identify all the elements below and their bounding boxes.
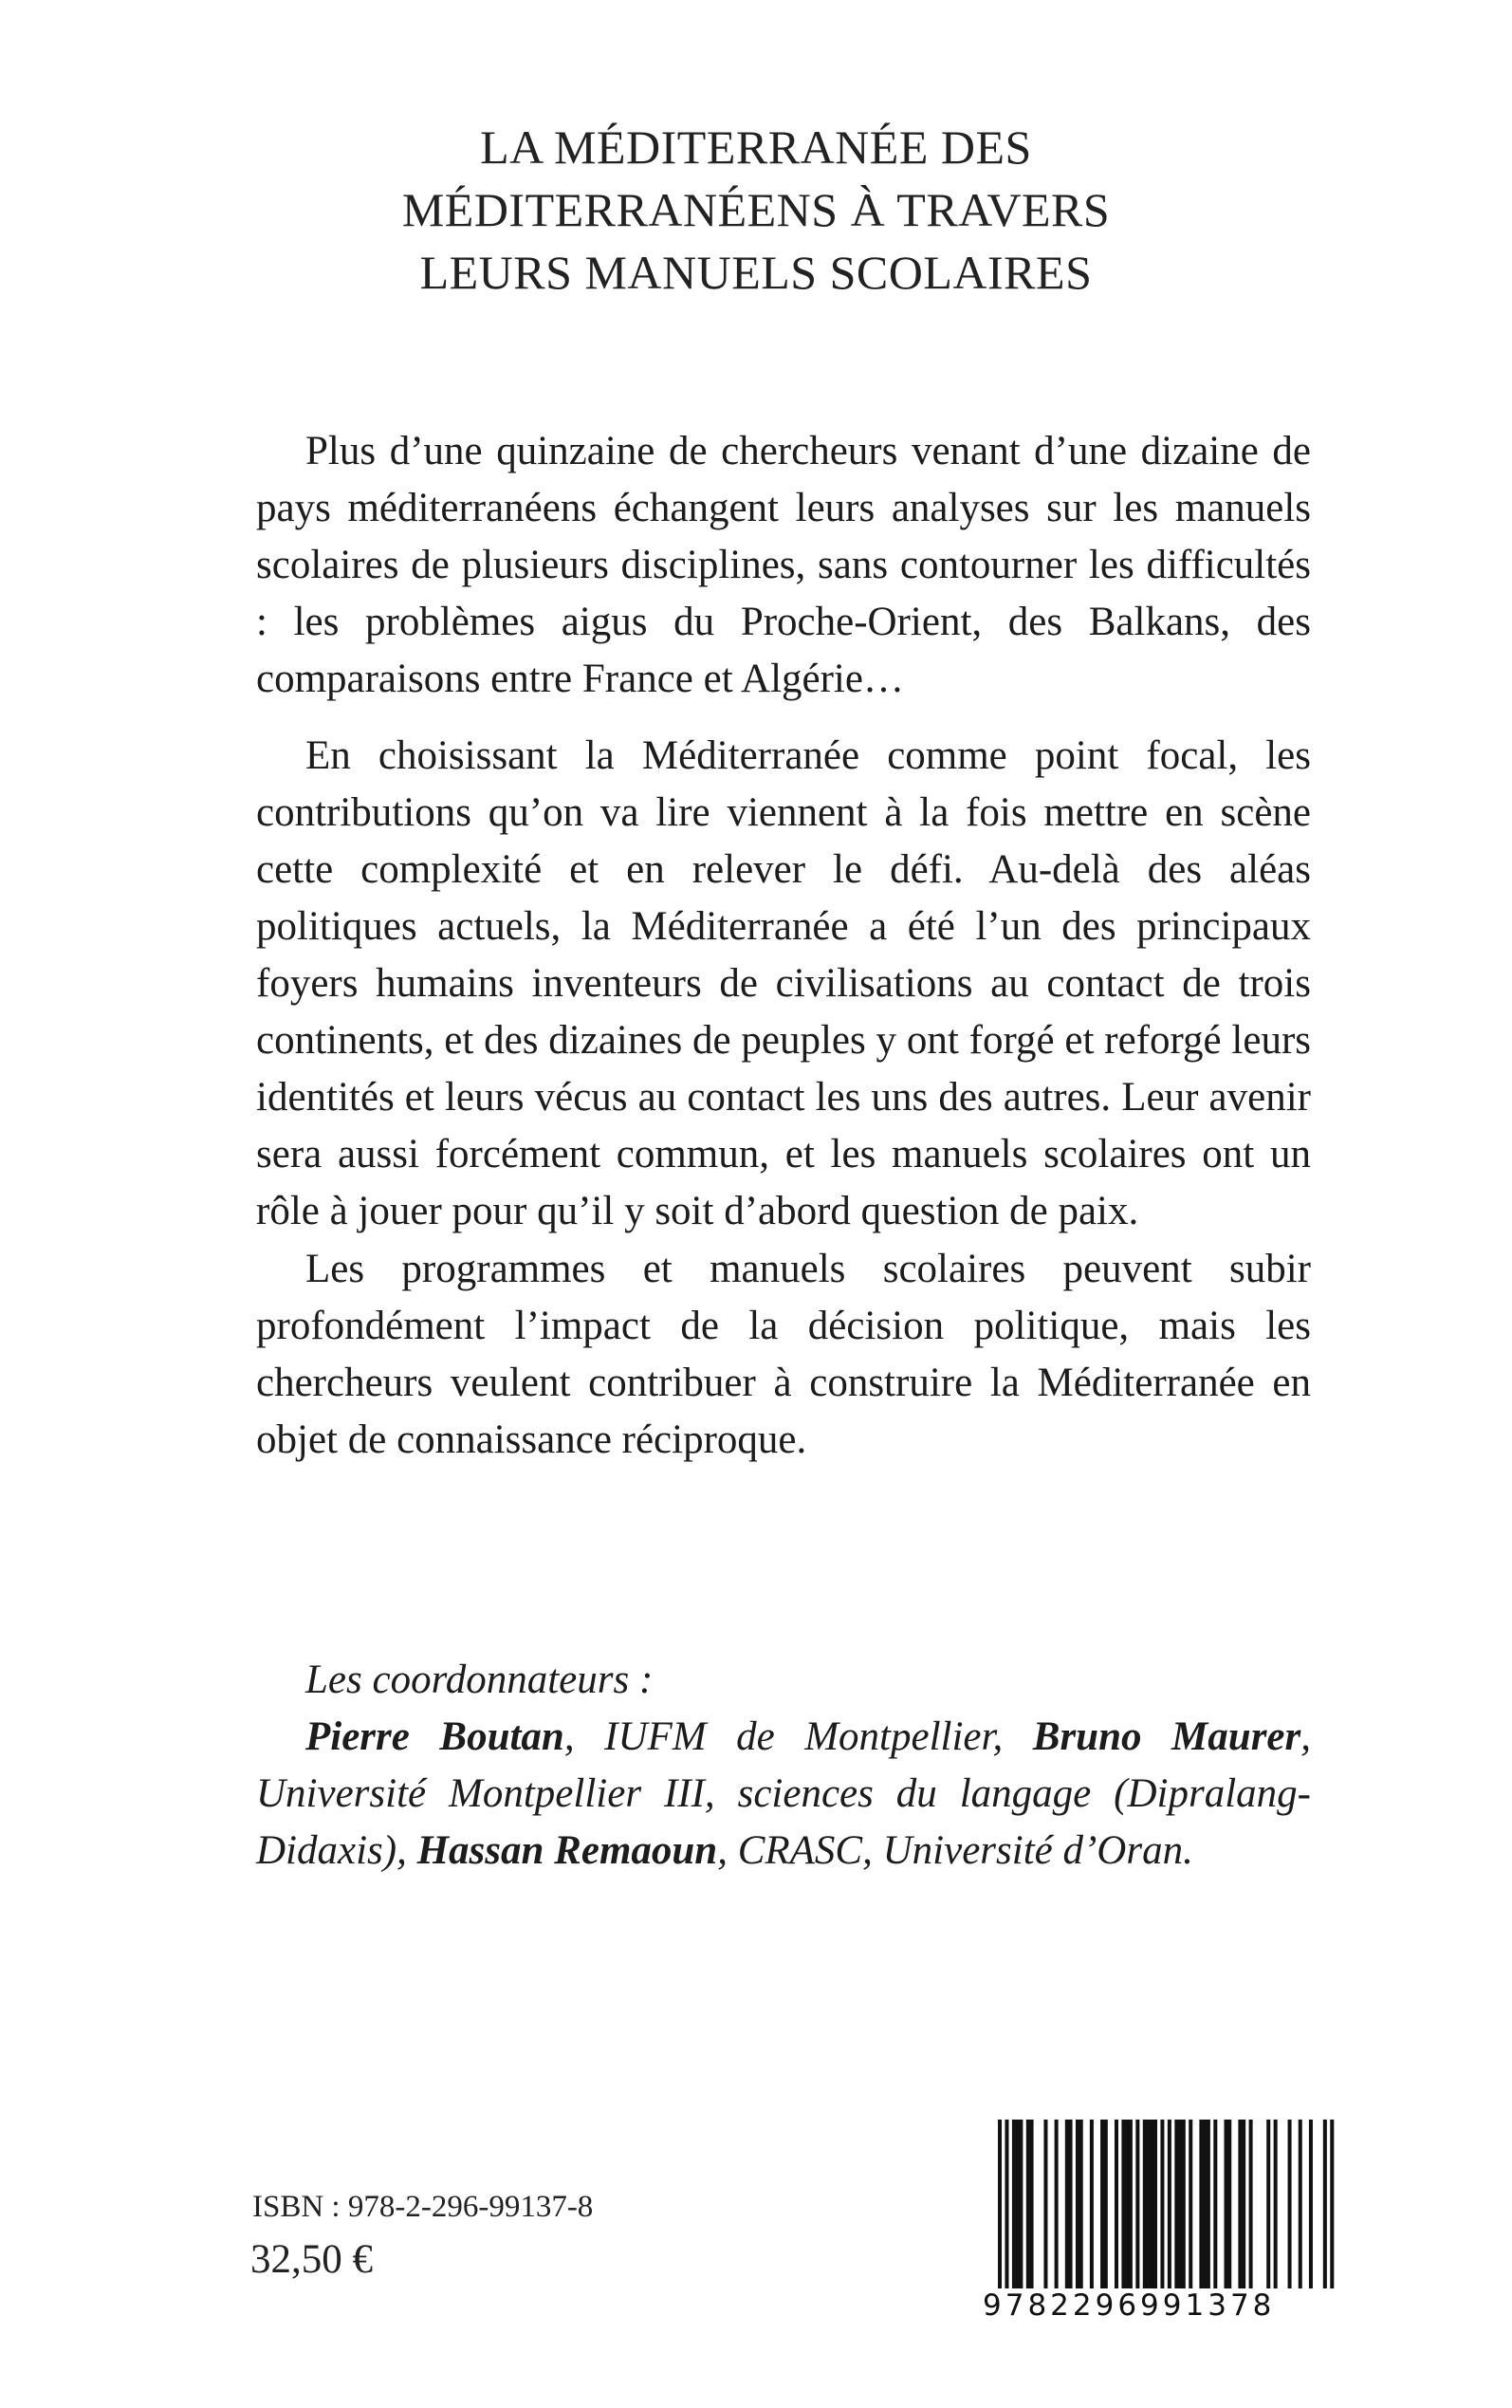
barcode-number: 9782296991378 — [983, 2288, 1349, 2323]
barcode-bar — [1147, 2120, 1151, 2288]
barcode-bar — [1299, 2120, 1302, 2288]
paragraph-text: Plus d’une quinzaine de chercheurs venant d’une dizaine de pays méditerranéens échangent leurs analyses sur les manuels scolaires de plusieurs disciplines, sans contourner les difficultés : les problèmes aigus du Proche-Orient, des Balkans, des comparaisons entre France et Algérie… — [256, 429, 1311, 701]
barcode-bar — [1135, 2120, 1139, 2288]
barcode-bar — [1199, 2120, 1203, 2288]
barcode-bar — [1266, 2120, 1270, 2288]
barcode-bar — [1065, 2120, 1069, 2288]
barcode-bar — [1160, 2120, 1164, 2315]
barcode-bar — [1249, 2120, 1253, 2288]
coordinator-affiliation-2: , Université Montpellier III, sciences du langage (Dipralang-Didaxis), — [256, 1714, 1311, 1873]
barcode-bar — [1026, 2120, 1030, 2288]
barcode-bar — [1213, 2120, 1217, 2288]
summary-paragraph-1 — [256, 423, 1311, 708]
coordinators-intro: Les coordonnateurs : — [305, 1658, 654, 1702]
barcode-bar — [1309, 2120, 1313, 2288]
summary-paragraph-3 — [256, 1241, 1311, 1469]
barcode-bar — [1242, 2120, 1245, 2288]
barcode-bar — [1153, 2120, 1157, 2288]
coordinator-affiliation-3: , CRASC, Université d’Oran. — [717, 1828, 1193, 1873]
barcode-bar — [1069, 2120, 1073, 2288]
barcode-bar — [1090, 2120, 1094, 2288]
book-title — [0, 116, 1512, 304]
barcode-bar — [1288, 2120, 1292, 2288]
isbn-label: ISBN : 978-2-296-99137-8 — [252, 2190, 594, 2224]
barcode-bar — [1227, 2120, 1231, 2288]
paragraph-text: Les programmes et manuels scolaires peuvent subir profondément l’impact de la décision politique, mais les chercheurs veulent contribuer à construire la Méditerranée en objet de connaissance réciproque. — [256, 1247, 1311, 1462]
barcode-bar — [1079, 2120, 1083, 2288]
barcode-bar — [1330, 2120, 1334, 2315]
barcode-bar — [1207, 2120, 1210, 2288]
barcode-bar — [998, 2120, 1002, 2315]
barcode-bar — [1012, 2120, 1016, 2288]
barcode-bar — [1178, 2120, 1182, 2288]
barcode-bar — [1203, 2120, 1207, 2288]
barcode-bar — [1189, 2120, 1192, 2288]
barcode-bar — [1016, 2120, 1020, 2288]
paragraph-text: En choisissant la Méditerranée comme point focal, les contributions qu’on va lire viennent à la fois mettre en scène cette complexité et en relever le défi. Au-delà des aléas politiques actuels, la Méditerranée a été l’un des principaux foyers humains inventeurs de civilisations au contact de trois continents, et des dizaines de peuples y ont forgé et reforgé leurs identités et leurs vécus au contact les uns des autres. Leur avenir sera aussi forcément commun, et les manuels scolaires ont un rôle à jouer pour qu’il y soit d’abord question de paix. — [256, 733, 1311, 1233]
title-line-2: MÉDITERRANÉENS À TRAVERS — [401, 183, 1111, 236]
title-line-3: LEURS MANUELS SCOLAIRES — [419, 246, 1093, 299]
barcode-bar — [1104, 2120, 1108, 2288]
barcode-bar — [1076, 2120, 1079, 2288]
coordinator-affiliation-1: , IUFM de Montpellier, — [563, 1714, 1033, 1759]
barcode-bar — [1019, 2120, 1023, 2288]
barcode-bar — [1129, 2120, 1133, 2288]
barcode-bar — [1043, 2120, 1047, 2288]
barcode-bar — [1323, 2120, 1327, 2315]
coordinator-name-3: Hassan Remaoun — [416, 1828, 718, 1873]
barcode-bar — [1274, 2120, 1278, 2288]
coordinator-name-1: Pierre Boutan — [305, 1714, 564, 1759]
barcode-bar — [1143, 2120, 1147, 2288]
coordinators-block — [256, 1652, 1311, 1880]
barcode-bar — [1030, 2120, 1034, 2288]
title-line-1: LA MÉDITERRANÉE DES — [480, 120, 1032, 174]
barcode-bar — [1100, 2120, 1104, 2288]
barcode-bar — [1150, 2120, 1153, 2288]
barcode-bar — [1182, 2120, 1186, 2288]
barcode-bar — [1115, 2120, 1118, 2288]
price-label: 32,50 € — [250, 2237, 373, 2282]
barcode-bar — [1238, 2120, 1242, 2288]
barcode-bar — [1121, 2120, 1125, 2288]
barcode-bar — [1125, 2120, 1129, 2288]
barcode-bar — [1055, 2120, 1059, 2288]
coordinators-list — [256, 1709, 1311, 1880]
barcode-bar — [1174, 2120, 1178, 2288]
summary-paragraph-2 — [256, 728, 1311, 1240]
barcode-bar — [1005, 2120, 1008, 2315]
barcode-bar — [1224, 2120, 1227, 2288]
barcode-bar — [1168, 2120, 1171, 2315]
coordinator-name-2: Bruno Maurer — [1032, 1714, 1301, 1759]
